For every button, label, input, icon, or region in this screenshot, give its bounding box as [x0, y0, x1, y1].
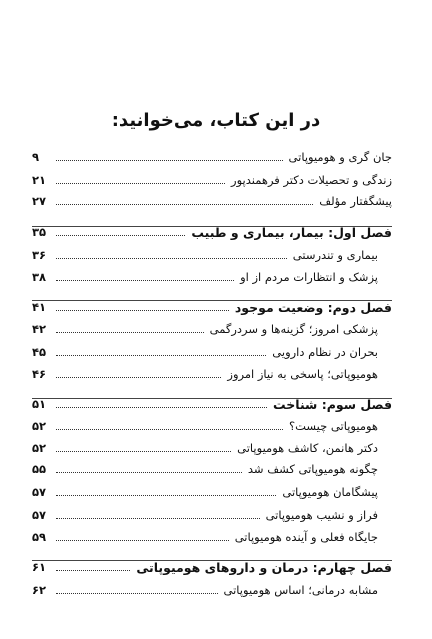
toc-page-number: ۵۷	[32, 508, 47, 522]
toc-entry-label: جان گری و هومیوپاتی	[288, 150, 392, 164]
toc-page-number: ۴۱	[32, 300, 47, 314]
toc-entry-row	[32, 245, 392, 265]
toc-entry-label: فصل دوم: وضعیت موجود	[234, 299, 392, 315]
toc-entry-label: فراز و نشیب هومیوپاتی	[265, 508, 378, 522]
toc-page-number: ۹	[32, 150, 40, 164]
toc-entry-row	[32, 319, 392, 339]
toc-page-number: ۲۷	[32, 194, 47, 208]
dot-leader	[56, 280, 234, 281]
toc-entry-label: جایگاه فعلی و آینده هومیوپاتی	[234, 530, 378, 544]
toc-chapter-row	[32, 222, 392, 242]
toc-page-number: ۳۵	[32, 225, 47, 239]
toc-entry-label: بیماری و تندرستی	[292, 248, 378, 262]
toc-page-number: ۴۵	[32, 345, 47, 359]
toc-chapter-row	[32, 394, 392, 414]
toc-entry-label: پزشکی امروز؛ گزینه‌ها و سردرگمی	[209, 322, 378, 336]
dot-leader	[56, 160, 283, 161]
dot-leader	[56, 235, 185, 236]
dot-leader	[56, 377, 221, 378]
toc-entry-label: پیشگفتار مؤلف	[319, 194, 392, 208]
toc-entry-row	[32, 267, 392, 287]
toc-title: در این کتاب، می‌خوانید:	[111, 110, 321, 131]
toc-entry-label: پیشگامان هومیوپاتی	[282, 485, 378, 499]
dot-leader	[56, 258, 287, 259]
dot-leader	[56, 310, 229, 311]
dot-leader	[56, 355, 266, 356]
dot-leader	[56, 570, 130, 571]
toc-page-number: ۳۶	[32, 248, 47, 262]
toc-entry-label: فصل چهارم: درمان و داروهای هومیوپاتی	[136, 559, 392, 575]
toc-entry-row	[32, 416, 392, 436]
toc-entry-label: زندگی و تحصیلات دکتر فرهمندپور	[231, 173, 392, 187]
toc-page-number: ۵۲	[32, 419, 47, 433]
toc-entry-row	[32, 342, 392, 362]
dot-leader	[56, 407, 267, 408]
toc-entry-row	[32, 459, 392, 479]
toc-entry-label: دکتر هانمن، کاشف هومیوپاتی	[237, 441, 378, 455]
toc-entry-row	[32, 482, 392, 502]
toc-entry-label: هومیوپاتی؛ پاسخی به نیاز امروز	[227, 367, 378, 381]
toc-page-number: ۶۲	[32, 583, 47, 597]
toc-page-number: ۴۶	[32, 367, 47, 381]
dot-leader	[56, 472, 242, 473]
toc-page-number: ۴۲	[32, 322, 47, 336]
dot-leader	[56, 451, 231, 452]
dot-leader	[56, 593, 218, 594]
dot-leader	[56, 204, 313, 205]
toc-entry-row	[32, 170, 392, 190]
toc-page-number: ۲۱	[32, 173, 47, 187]
dot-leader	[56, 332, 204, 333]
toc-entry-row	[32, 147, 392, 167]
dot-leader	[56, 183, 225, 184]
toc-entry-label: چگونه هومیوپاتی کشف شد	[247, 462, 378, 476]
toc-entry-label: مشابه درمانی؛ اساس هومیوپاتی	[223, 583, 378, 597]
toc-page-number: ۵۹	[32, 530, 47, 544]
toc-entry-row	[32, 580, 392, 600]
toc-chapter-row	[32, 557, 392, 577]
toc-page-number: ۵۵	[32, 462, 47, 476]
toc-entry-row	[32, 505, 392, 525]
dot-leader	[56, 518, 260, 519]
toc-page-number: ۵۷	[32, 485, 47, 499]
toc-entry-label: بحران در نظام دارویی	[272, 345, 378, 359]
dot-leader	[56, 540, 229, 541]
toc-entry-row	[32, 364, 392, 384]
toc-page-number: ۶۱	[32, 560, 47, 574]
toc-entry-label: هومیوپاتی چیست؟	[289, 419, 378, 433]
toc-entry-label: فصل اول: بیمار، بیماری و طبیب	[191, 224, 392, 240]
toc-page-number: ۳۸	[32, 270, 47, 284]
toc-entry-row	[32, 191, 392, 211]
toc-entry-label: پزشک و انتظارات مردم از او	[240, 270, 378, 284]
dot-leader	[56, 429, 283, 430]
toc-entry-row	[32, 527, 392, 547]
toc-page-number: ۵۲	[32, 441, 47, 455]
toc-chapter-row	[32, 297, 392, 317]
dot-leader	[56, 495, 276, 496]
toc-entry-label: فصل سوم: شناخت	[273, 396, 392, 412]
toc-entry-row	[32, 438, 392, 458]
toc-page-number: ۵۱	[32, 397, 47, 411]
